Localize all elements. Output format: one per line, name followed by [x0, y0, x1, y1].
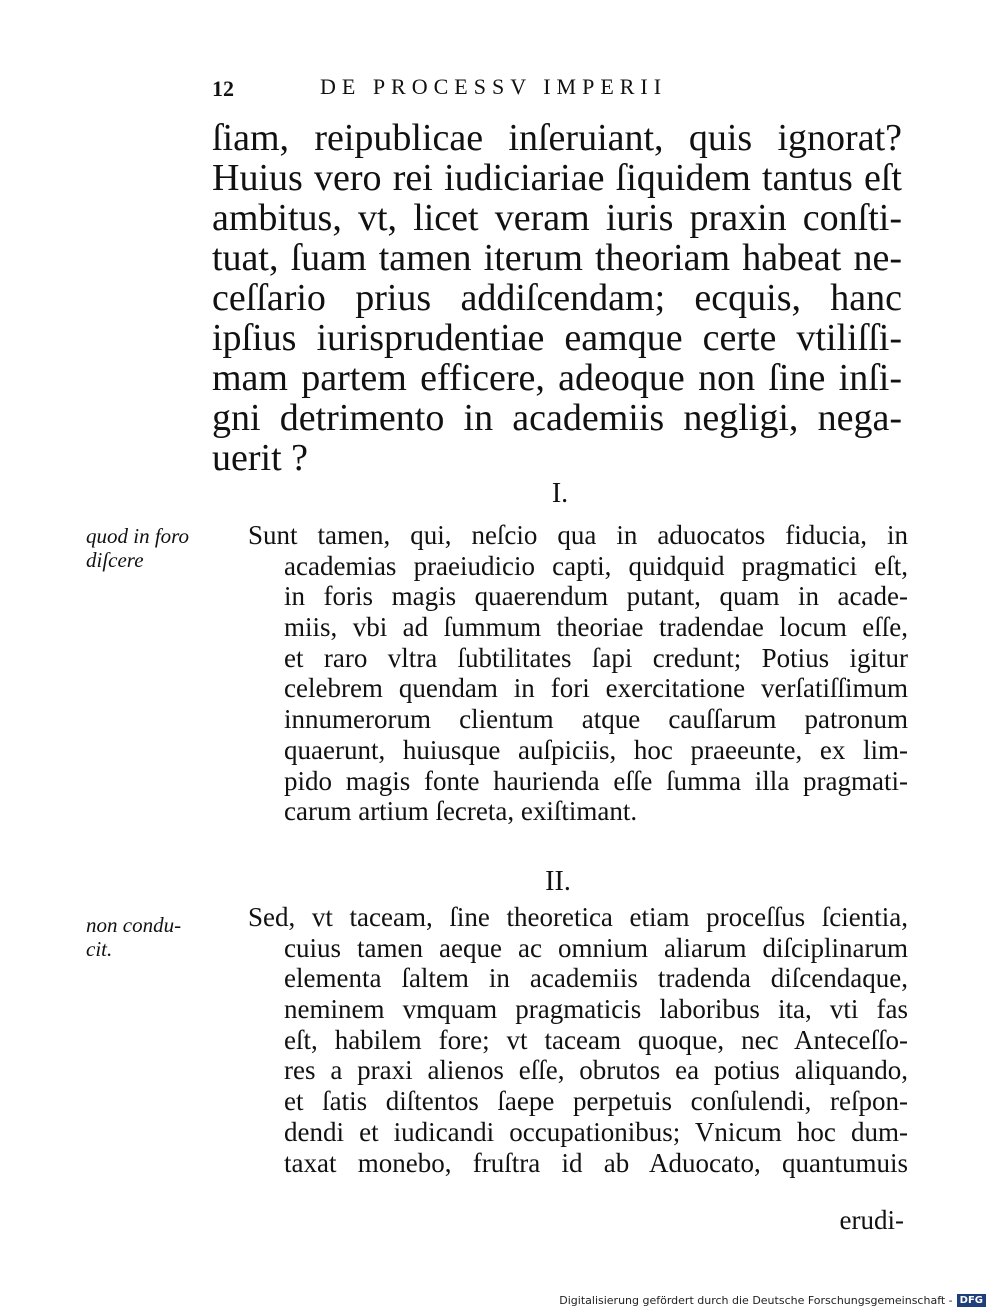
margin-note-line: diſcere — [86, 548, 144, 572]
margin-note-line: cit. — [86, 937, 113, 961]
text-line: dendi et iudicandi occupationibus; Vnicum hoc dum- — [284, 1116, 908, 1147]
text-line: quaerunt, huiusque auſpiciis, hoc praeeunte, ex lim- — [284, 734, 908, 765]
text-line: tuat, ſuam tamen iterum theoriam habeat ne- — [212, 237, 902, 279]
text-line: ipſius iurisprudentiae eamque certe vtiliſſi- — [212, 317, 902, 359]
text-line: et ſatis diſtentos ſaepe perpetuis conſulendi, reſpon- — [284, 1086, 908, 1117]
text-line: eſt, habilem fore; vt taceam quoque, nec Anteceſſo- — [284, 1024, 908, 1055]
text-line: et raro vltra ſubtilitates ſapi credunt; Potius igitur — [284, 642, 908, 673]
text-line: miis, vbi ad ſummum theoriae tradendae locum eſſe, — [284, 612, 908, 643]
text-line: ſiam, reipublicae inſeruiant, quis ignorat? — [212, 117, 902, 159]
text-line: taxat monebo, fruſtra id ab Aduocato, quantumuis — [284, 1147, 908, 1178]
text-line: in foris magis quaerendum putant, quam in acade- — [284, 581, 908, 612]
footer-text: Digitalisierung gefördert durch die Deutsche Forschungsgemeinschaft - — [559, 1294, 953, 1307]
text-line: mam partem efficere, adeoque non ſine inſi- — [212, 357, 902, 399]
dfg-logo-icon: DFG — [957, 1294, 986, 1307]
text-line: ambitus, vt, licet veram iuris praxin conſti- — [212, 197, 902, 239]
catchword: erudi- — [839, 1205, 904, 1235]
running-title: DE PROCESSV IMPERII — [320, 74, 668, 99]
section-number: II. — [545, 866, 571, 897]
text-line: innumerorum clientum atque cauſſarum patronum — [284, 704, 908, 735]
text-line: Sunt tamen, qui, neſcio qua in aduocatos fiducia, in — [248, 520, 908, 550]
page-number: 12 — [212, 76, 234, 101]
intro-paragraph — [212, 118, 902, 478]
text-line: ceſſario prius addiſcendam; ecquis, hanc — [212, 277, 902, 319]
footer — [559, 1294, 986, 1307]
text-line: elementa ſaltem in academiis tradenda diſcendaque, — [284, 963, 908, 994]
section-paragraph — [248, 902, 908, 1178]
margin-note — [86, 913, 236, 961]
margin-note-line: non condu- — [86, 913, 182, 937]
text-line: gni detrimento in academiis negligi, nega- — [212, 397, 902, 439]
text-line: cuius tamen aeque ac omnium aliarum diſciplinarum — [284, 932, 908, 963]
margin-note — [86, 524, 236, 572]
text-line: uerit ? — [212, 437, 309, 479]
text-line: res a praxi alienos eſſe, obrutos ea potius aliquando, — [284, 1055, 908, 1086]
section-number: I. — [551, 478, 569, 509]
text-line: carum artium ſecreta, exiſtimant. — [284, 796, 638, 827]
text-line: neminem vmquam pragmaticis laboribus ita, vti fas — [284, 994, 908, 1025]
text-line: Huius vero rei iudiciariae ſiquidem tantus eſt — [212, 157, 902, 199]
text-line: pido magis fonte haurienda eſſe ſumma illa pragmati- — [284, 765, 908, 796]
section-paragraph — [248, 520, 908, 827]
margin-note-line: quod in foro — [86, 524, 190, 548]
text-line: celebrem quendam in fori exercitatione verſatiſſimum — [284, 673, 908, 704]
text-line: Sed, vt taceam, ſine theoretica etiam proceſſus ſcientia, — [248, 902, 908, 932]
text-line: academias praeiudicio capti, quidquid pragmatici eſt, — [284, 550, 908, 581]
